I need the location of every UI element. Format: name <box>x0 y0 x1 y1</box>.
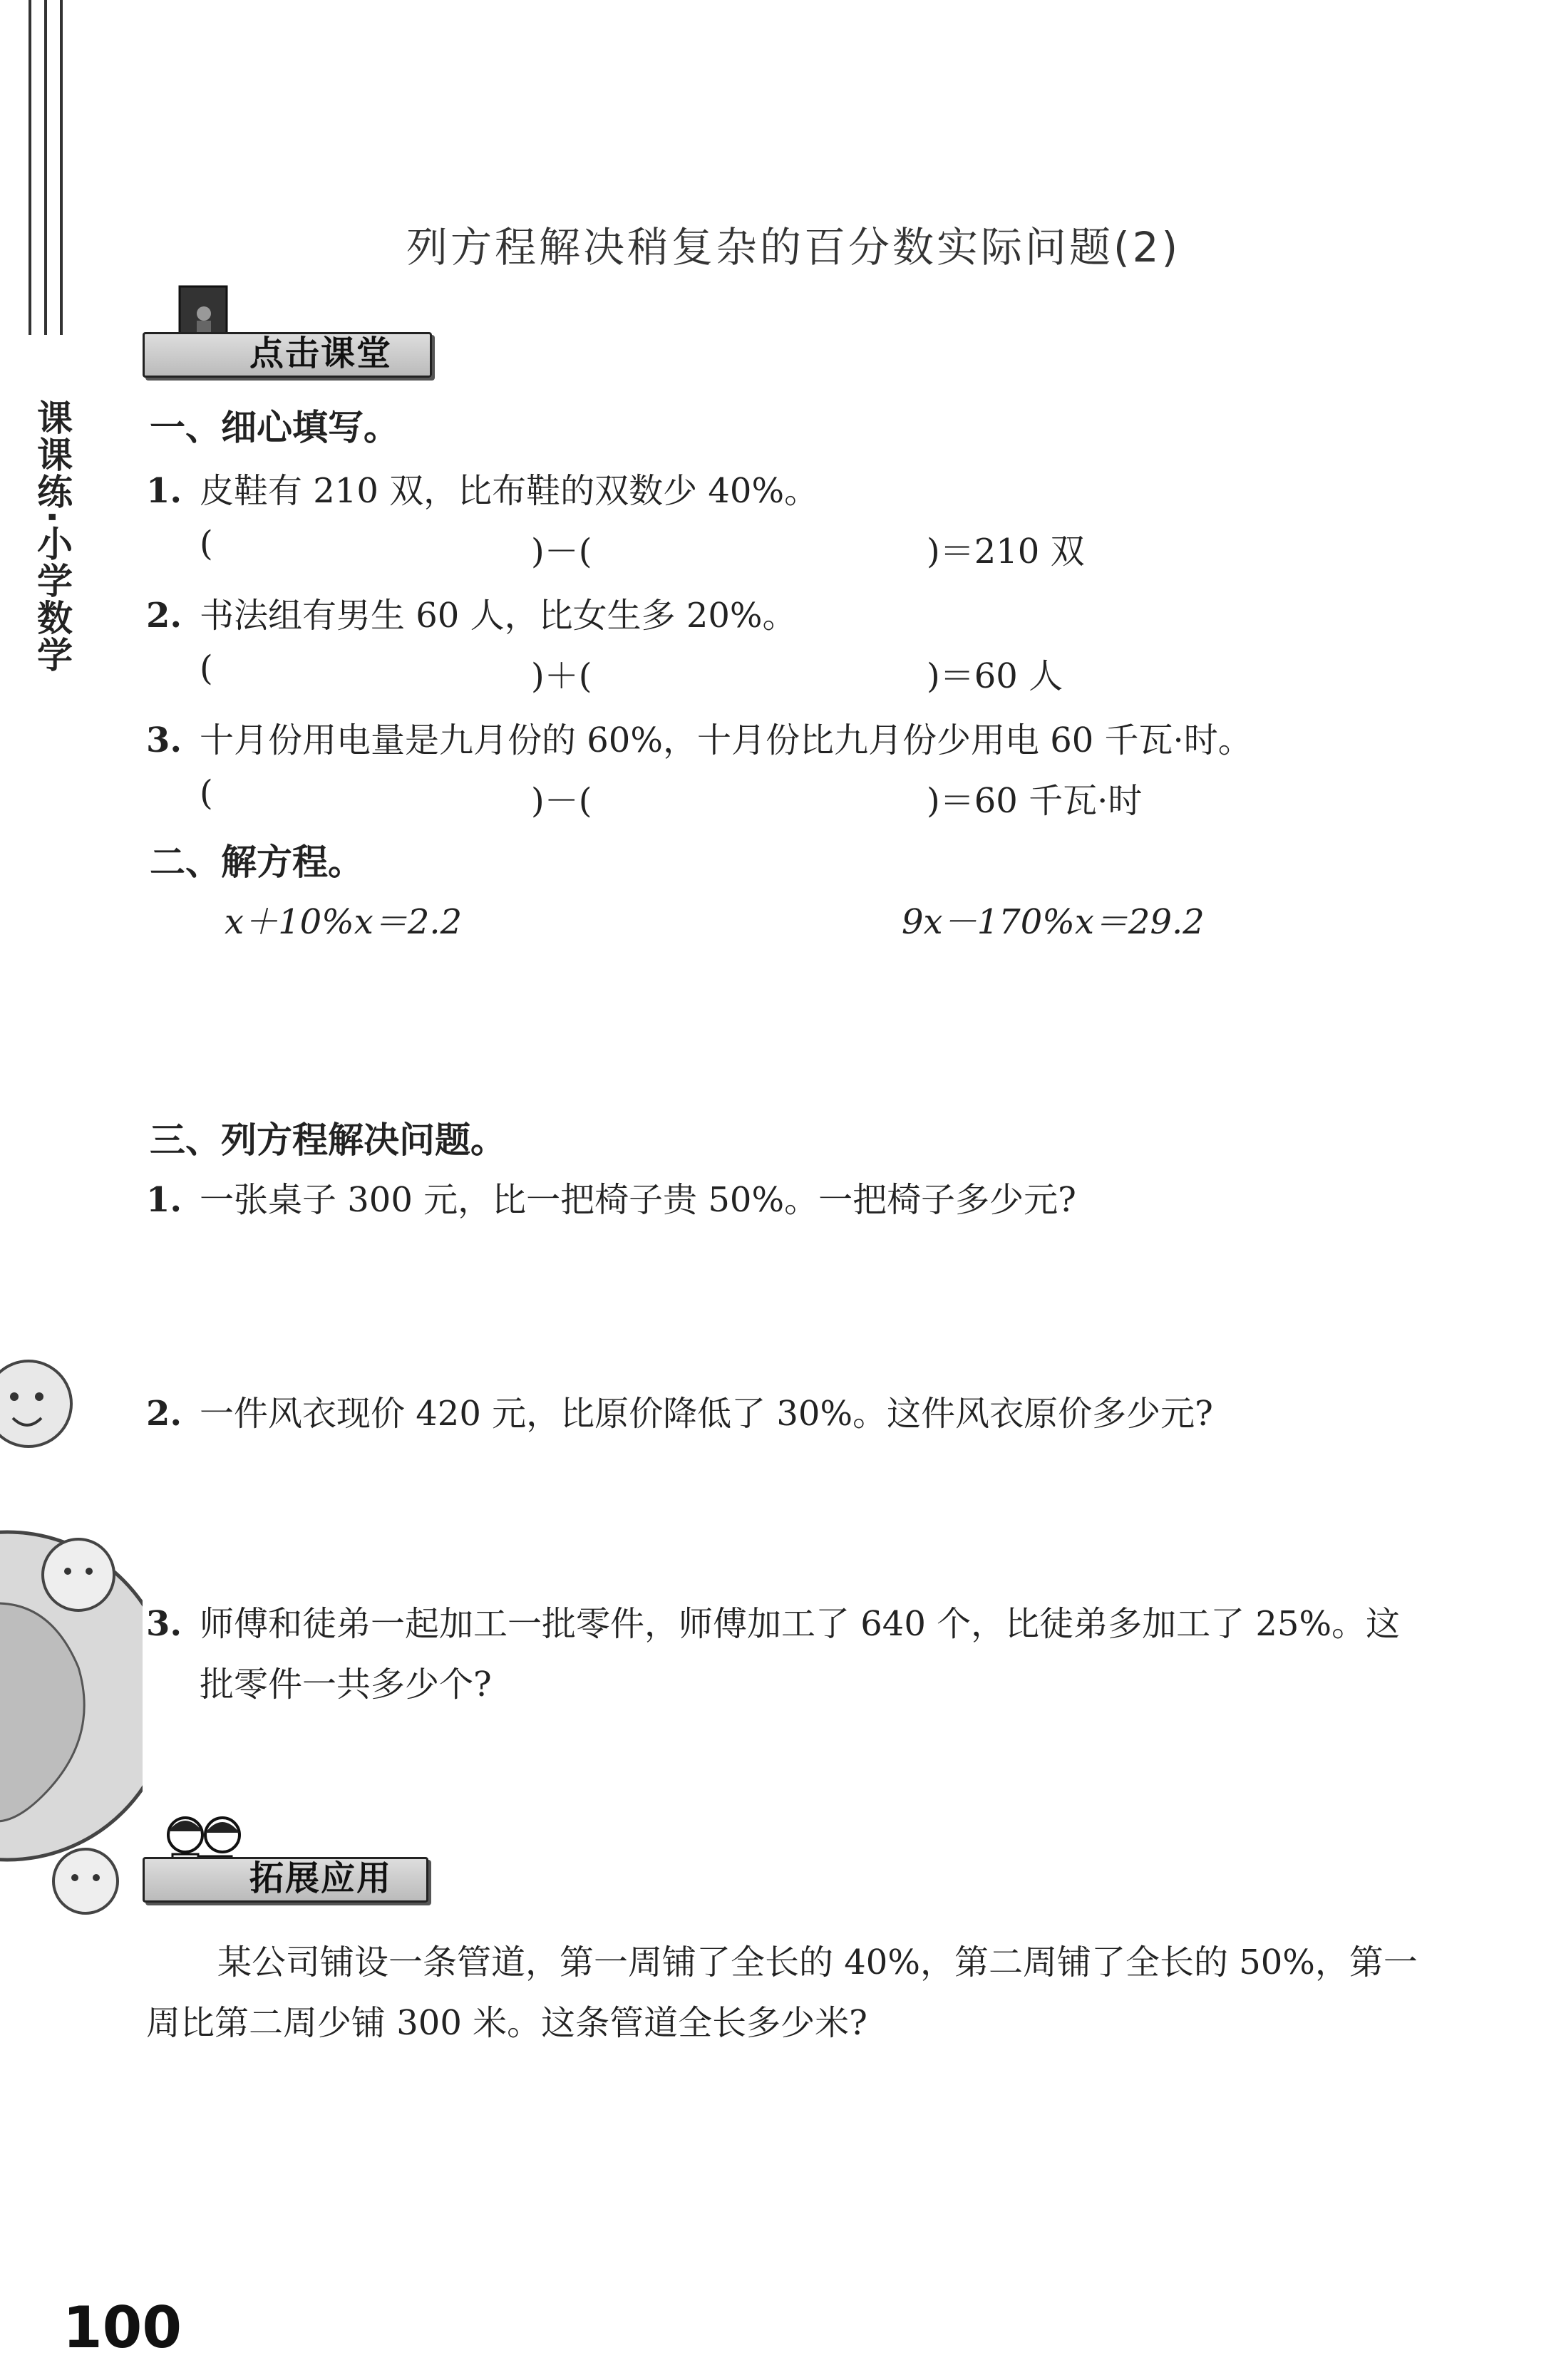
question-text: 皮鞋有 210 双，比布鞋的双数少 40%。 <box>200 471 819 511</box>
kids-globe-illustration <box>0 1340 143 1924</box>
question-text: 批零件一共多少个? <box>200 1665 492 1704</box>
fill-question-2 <box>146 588 797 637</box>
question-text: 一件风衣现价 420 元，比原价降低了 30%。这件风衣原价多少元? <box>200 1394 1213 1434</box>
banner-label: 拓展应用 <box>249 1858 393 1898</box>
result-blank[interactable]: )＝60 千瓦·时 <box>927 781 1143 821</box>
fill-question-3 <box>146 713 1252 762</box>
question-number: 2. <box>146 596 182 636</box>
extension-problem-line2 <box>146 1995 867 2044</box>
question-number: 1. <box>146 1180 182 1220</box>
part1-heading: 一、细心填写。 <box>150 407 399 448</box>
page-number: 100 <box>63 2294 182 2361</box>
problem-text: 周比第二周少铺 300 米。这条管道全长多少米? <box>146 2003 867 2043</box>
open-paren: ( <box>200 648 213 688</box>
question-number: 1. <box>146 471 182 511</box>
open-paren: ( <box>200 773 213 813</box>
question-text: 一张桌子 300 元，比一把椅子贵 50%。一把椅子多少元? <box>200 1180 1076 1220</box>
question-number: 3. <box>146 720 182 760</box>
extension-problem-line1 <box>217 1935 1418 1984</box>
word-problem-3 <box>146 1596 1400 1645</box>
section-banner-extension <box>143 1810 424 1903</box>
banner-label: 点击课堂 <box>249 333 393 373</box>
equation-1: x＋10%x＝2.2 <box>225 902 463 942</box>
part3-heading: 三、列方程解决问题。 <box>150 1119 506 1161</box>
word-problem-2 <box>146 1386 1213 1435</box>
margin-rule-3 <box>60 0 63 335</box>
word-problem-1 <box>146 1172 1076 1221</box>
operator-blank[interactable]: )－( <box>531 781 592 821</box>
problem-text: 某公司铺设一条管道，第一周铺了全长的 40%，第二周铺了全长的 50%，第一 <box>217 1942 1418 1982</box>
question-number: 2. <box>146 1394 182 1434</box>
operator-blank[interactable]: )＋( <box>531 656 592 696</box>
margin-rule-1 <box>29 0 31 335</box>
question-number: 3. <box>146 1604 182 1644</box>
question-text: 十月份用电量是九月份的 60%，十月份比九月份少用电 60 千瓦·时。 <box>200 720 1252 760</box>
word-problem-3-cont <box>200 1657 492 1706</box>
question-text: 书法组有男生 60 人，比女生多 20%。 <box>200 596 797 636</box>
open-paren: ( <box>200 524 213 564</box>
section-banner-classroom <box>143 285 428 378</box>
part2-heading: 二、解方程。 <box>150 842 364 883</box>
result-blank[interactable]: )＝210 双 <box>927 532 1085 571</box>
equation-2: 9x－170%x＝29.2 <box>902 902 1205 942</box>
operator-blank[interactable]: )－( <box>531 532 592 571</box>
margin-rule-2 <box>44 0 47 335</box>
result-blank[interactable]: )＝60 人 <box>927 656 1063 696</box>
fill-question-1 <box>146 463 818 512</box>
side-label: 课课练·小学数学 <box>31 399 73 673</box>
page-title: 列方程解决稍复杂的百分数实际问题(2) <box>406 223 1181 271</box>
question-text: 师傅和徒弟一起加工一批零件，师傅加工了 640 个，比徒弟多加工了 25%。这 <box>200 1604 1401 1644</box>
